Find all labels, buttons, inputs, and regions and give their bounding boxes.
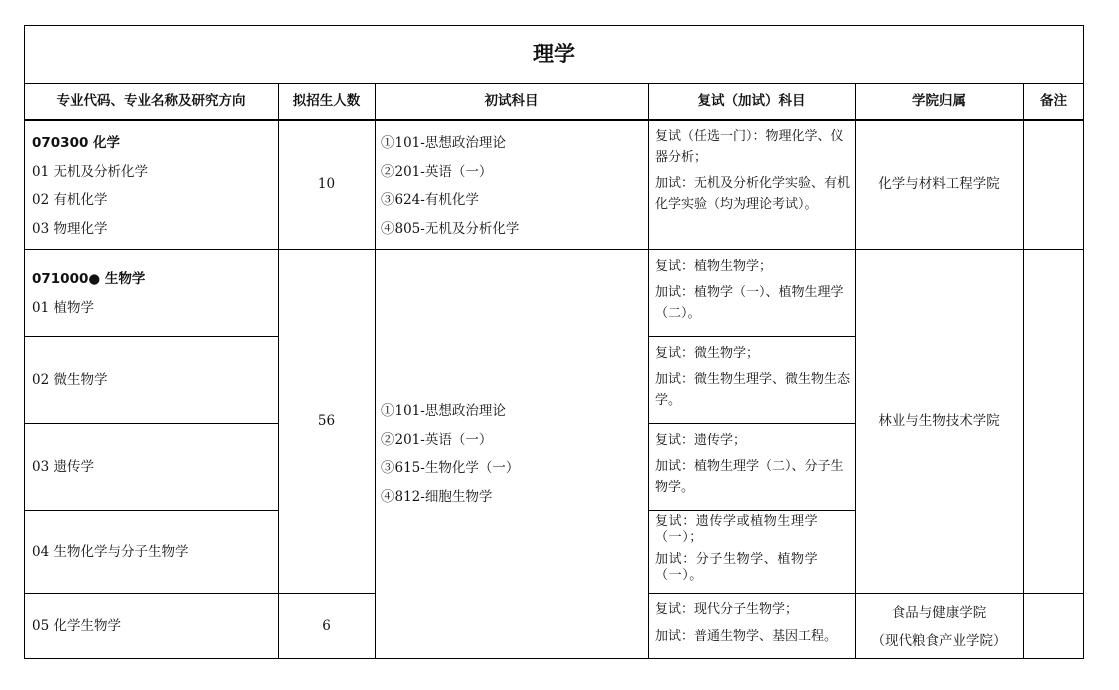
bio-retest-2 [655,343,851,423]
grid-line [24,423,278,424]
header-major: 专业代码、专业名称及研究方向 [56,93,246,110]
retest-text: 复试：遗传学或植物生理学（一）； [655,514,819,545]
retest-text: 复试：现代分子生物学； [655,602,799,617]
chem-direction: 02 有机化学 [32,192,108,208]
bio-college: 林业与生物技术学院 [878,413,1000,430]
prelim-item: ④812-细胞生物学 [381,488,493,505]
chem-direction: 01 无机及分析化学 [32,163,148,180]
header-prelim: 初试科目 [484,93,539,110]
grid-line [1023,83,1024,659]
grid-line [648,510,855,511]
page-title: 理学 [533,41,575,66]
extra-test-text: 加试：植物生理学（二）、分子生物学。 [655,459,844,496]
grid-line [24,83,1084,84]
chem-major-cell [32,129,272,249]
chem-college: 化学与材料工程学院 [878,176,1000,193]
header-college: 学院归属 [912,93,966,110]
extra-test-text: 加试：无机及分析化学实验、有机化学实验（均为理论考试）。 [655,176,851,213]
header-quota: 拟招生人数 [292,93,361,110]
grid-line [375,83,376,659]
chem-quota: 10 [317,176,336,193]
prelim-item: ①101-思想政治理论 [381,135,506,151]
grid-line [648,336,855,337]
bio-prelim-list [381,397,643,517]
bio-retest-1 [655,256,851,336]
header-retest: 复试（加试）科目 [697,93,806,110]
grid-line [24,249,1084,250]
prelim-item: ④805-无机及分析化学 [381,220,520,237]
bio-direction: 02 微生物学 [32,371,108,388]
prelim-item: ①101-思想政治理论 [381,403,506,419]
prelim-item: ②201-英语（一） [381,431,493,448]
retest-text: 复试：植物生物学； [655,259,773,274]
bio-major-title: 071000● 生物学 [32,271,146,287]
chembio-direction: 05 化学生物学 [32,617,121,634]
grid-line [648,83,649,659]
retest-text: 复试：遗传学； [655,433,747,448]
grid-line [24,119,1084,121]
table-border [24,658,1084,659]
college-subname: （现代粮食产业学院） [871,633,1007,649]
grid-line [648,423,855,424]
grid-line [278,83,279,659]
bio-quota: 56 [317,413,336,430]
extra-test-text: 加试：分子生物学、植物学（一）。 [655,551,819,583]
bio-direction: 01 植物学 [32,300,94,316]
bio-direction: 03 遗传学 [32,458,94,475]
prelim-item: ③615-生物化学（一） [381,460,520,476]
extra-test-text: 加试：普通生物学、基因工程。 [655,629,838,645]
chembio-quota: 6 [322,617,331,634]
grid-line [24,336,278,337]
chem-direction: 03 物理化学 [32,220,108,237]
bio-retest-4 [655,514,851,594]
grid-line [24,593,375,594]
table-border [24,25,1084,26]
grid-line [855,83,856,659]
grid-line [24,510,278,511]
retest-text: 复试：微生物学； [655,346,760,361]
bio-row-1-major [32,265,272,335]
chem-major-title: 070300 化学 [32,135,121,151]
chembio-retest [655,599,851,657]
college-name: 食品与健康学院 [891,605,987,621]
retest-text: 复试（任选一门）：物理化学、仪器分析； [655,129,844,166]
chem-retest [655,126,851,250]
grid-line [648,593,1084,594]
prelim-item: ③624-有机化学 [381,192,479,208]
extra-test-text: 加试：微生物生理学、微生物生态学。 [655,372,851,409]
admissions-table [24,25,1084,659]
bio-direction: 04 生物化学与分子生物学 [32,543,189,560]
extra-test-text: 加试：植物学（一）、植物生理学（二）。 [655,285,844,322]
bio-retest-3 [655,430,851,510]
header-remark: 备注 [1040,93,1067,110]
prelim-item: ②201-英语（一） [381,163,493,180]
chem-prelim-list [381,129,643,249]
chembio-college [855,599,1023,657]
